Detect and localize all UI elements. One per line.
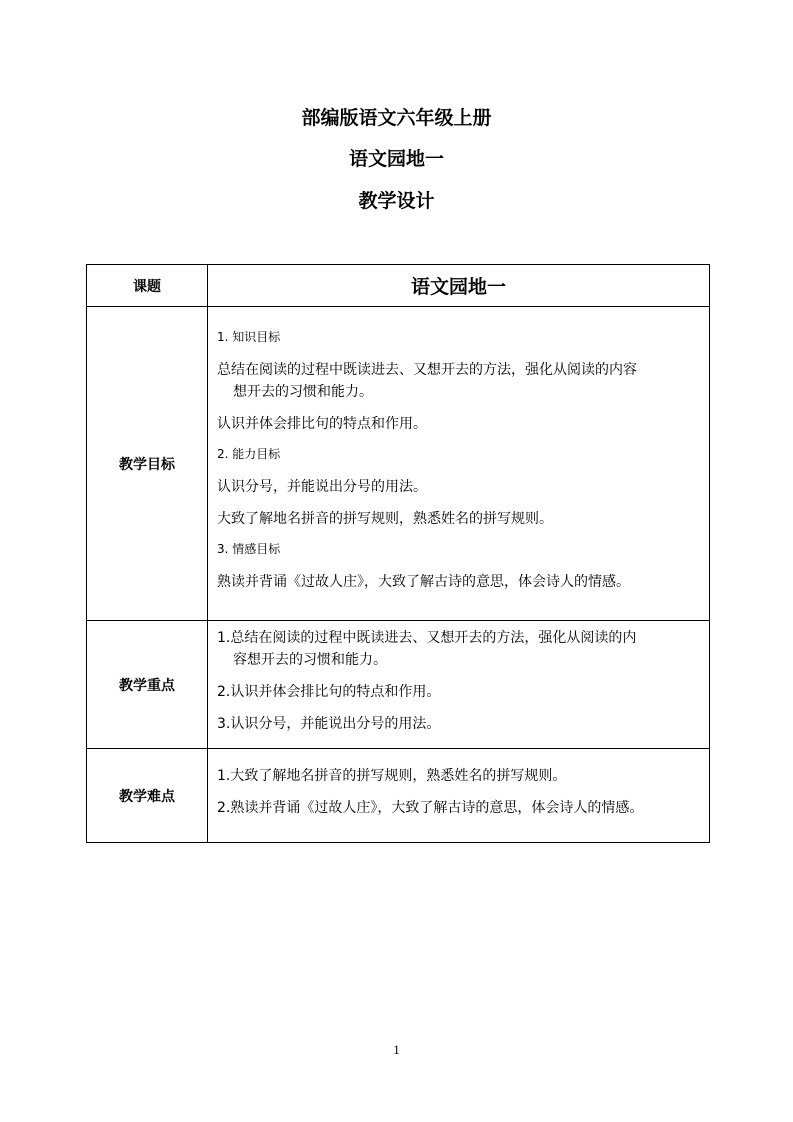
ability-item-2: 大致了解地名拼音的拼写规则，熟悉姓名的拼写规则。 <box>217 510 553 527</box>
knowledge-item-1-line-2: 想开去的习惯和能力。 <box>233 383 373 400</box>
document-title: 部编版语文六年级上册 <box>301 107 492 129</box>
key-point-1 <box>217 627 703 671</box>
document-subtitle: 教学设计 <box>358 190 435 212</box>
lesson-title: 语文园地一 <box>348 148 444 170</box>
emotion-heading: 3. 情感目标 <box>217 541 281 556</box>
page-number: 1 <box>393 1042 400 1057</box>
table-row-difficult-points <box>87 749 710 843</box>
topic-value: 语文园地一 <box>208 265 710 307</box>
ability-heading: 2. 能力目标 <box>217 446 281 461</box>
ability-item-1: 认识分号，并能说出分号的用法。 <box>217 478 427 495</box>
difficult-point-1: 1.大致了解地名拼音的拼写规则，熟悉姓名的拼写规则。 <box>217 768 567 784</box>
key-point-1-line-1: 1.总结在阅读的过程中既读进去、又想开去的方法，强化从阅读的内 <box>217 630 637 646</box>
difficult-points-content <box>208 749 710 843</box>
key-point-1-line-2: 容想开去的习惯和能力。 <box>233 652 387 668</box>
knowledge-heading: 1. 知识目标 <box>217 329 281 344</box>
difficult-point-2: 2.熟读并背诵《过故人庄》，大致了解古诗的意思，体会诗人的情感。 <box>217 800 644 816</box>
goals-content <box>208 307 710 621</box>
goals-label: 教学目标 <box>87 307 208 621</box>
topic-label: 课题 <box>87 265 208 307</box>
emotion-item-1: 熟读并背诵《过故人庄》，大致了解古诗的意思，体会诗人的情感。 <box>217 573 630 590</box>
difficult-points-label: 教学难点 <box>87 749 208 843</box>
key-points-label: 教学重点 <box>87 621 208 749</box>
lesson-plan-table <box>86 264 710 843</box>
knowledge-item-2: 认识并体会排比句的特点和作用。 <box>217 415 427 432</box>
key-points-content <box>208 621 710 749</box>
table-row-topic <box>87 265 710 307</box>
knowledge-item-1 <box>217 359 703 403</box>
key-point-2: 2.认识并体会排比句的特点和作用。 <box>217 684 441 700</box>
table-row-key-points <box>87 621 710 749</box>
table-row-goals <box>87 307 710 621</box>
key-point-3: 3.认识分号，并能说出分号的用法。 <box>217 716 441 732</box>
knowledge-item-1-line-1: 总结在阅读的过程中既读进去、又想开去的方法，强化从阅读的内容 <box>217 361 637 378</box>
